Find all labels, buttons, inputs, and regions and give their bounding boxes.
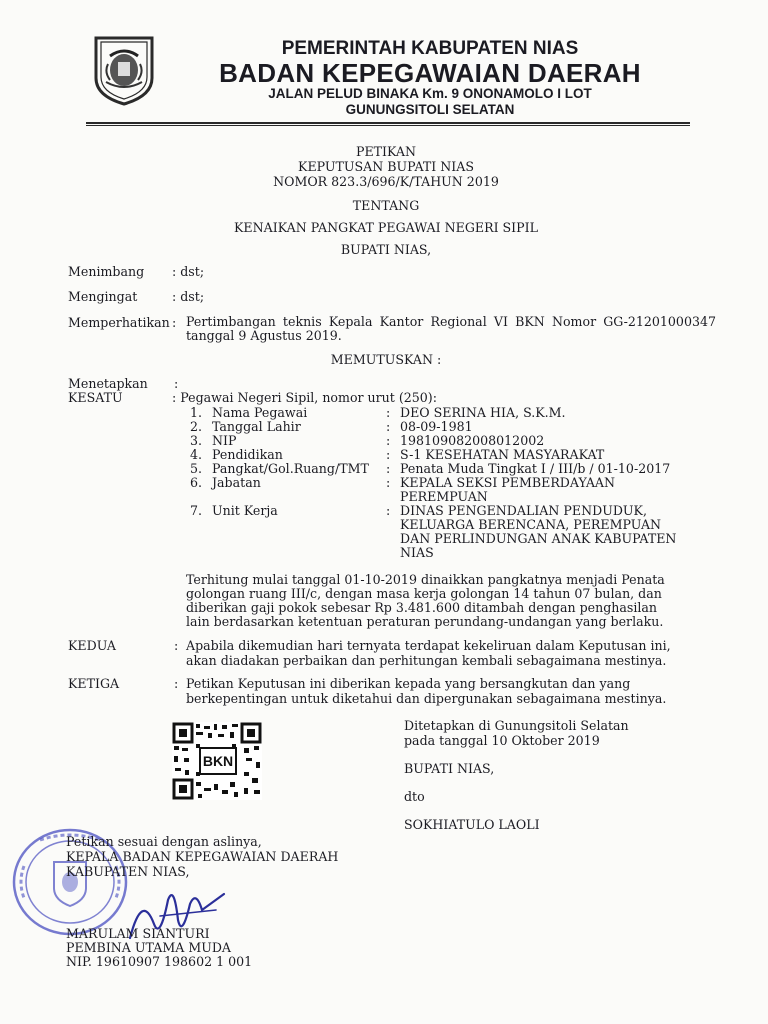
kesatu-intro: : Pegawai Negeri Sipil, nomor urut (250): xyxy=(172,390,437,405)
detail-number: 3. xyxy=(190,433,203,448)
kesatu-paragraph-line: Terhitung mulai tanggal 01-10-2019 dinaikkan pangkatnya menjadi Penata xyxy=(186,572,665,587)
header-address: JALAN PELUD BINAKA Km. 9 ONONAMOLO I LOT xyxy=(268,86,592,101)
menetapkan-colon: : xyxy=(174,376,179,391)
detail-colon: : xyxy=(386,475,391,490)
kesatu-paragraph-line: lain berdasarkan ketentuan peraturan perundang-undangan yang berlaku. xyxy=(186,614,664,629)
menetapkan-label: Menetapkan xyxy=(68,376,148,391)
menimbang-value: : dst; xyxy=(172,264,205,279)
signature-date: pada tanggal 10 Oktober 2019 xyxy=(404,733,600,748)
detail-colon: : xyxy=(386,447,391,462)
detail-colon: : xyxy=(386,461,391,476)
detail-value: Penata Muda Tingkat I / III/b / 01-10-2017 xyxy=(400,461,671,476)
detail-field: Pangkat/Gol.Ruang/TMT xyxy=(212,461,369,476)
detail-number: 6. xyxy=(190,475,203,490)
detail-colon: : xyxy=(386,433,391,448)
doc-title-keputusan: KEPUTUSAN BUPATI NIAS xyxy=(298,159,474,174)
certification-office: KEPALA BADAN KEPEGAWAIAN DAERAH xyxy=(66,849,339,864)
header-divider-thin xyxy=(86,125,690,126)
signature-name: SOKHIATULO LAOLI xyxy=(404,817,540,832)
detail-value: 198109082008012002 xyxy=(400,433,545,448)
kedua-label: KEDUA xyxy=(68,638,117,653)
ketiga-colon: : xyxy=(174,676,179,691)
doc-title-petikan: PETIKAN xyxy=(355,144,417,159)
ketiga-label: KETIGA xyxy=(68,676,120,691)
detail-value-cont: PEREMPUAN xyxy=(400,489,488,504)
detail-field: NIP xyxy=(212,433,237,448)
ketiga-line: berkepentingan untuk diketahui dan dipergunakan sebagaimana mestinya. xyxy=(186,691,667,706)
memperhatikan-value: Pertimbangan teknis Kepala Kantor Regional VI BKN Nomor GG-21201000347 tanggal 9 Agustus 2019. xyxy=(186,314,716,343)
detail-number: 7. xyxy=(190,503,203,518)
kedua-line: akan diadakan perbaikan dan perhitungan kembali sebagaimana mestinya. xyxy=(186,653,667,668)
detail-colon: : xyxy=(386,503,391,518)
header-agency: BADAN KEPEGAWAIAN DAERAH xyxy=(219,58,641,88)
regency-emblem-logo xyxy=(88,32,160,108)
signature-dto: dto xyxy=(404,789,425,804)
mengingat-value: : dst; xyxy=(172,289,205,304)
doc-tentang: TENTANG xyxy=(352,198,420,213)
memutuskan-heading: MEMUTUSKAN : xyxy=(330,352,442,367)
detail-value-cont: KELUARGA BERENCANA, PEREMPUAN xyxy=(400,517,662,532)
memperhatikan-label: Memperhatikan xyxy=(68,315,170,330)
menimbang-label: Menimbang xyxy=(68,264,145,279)
detail-field: Pendidikan xyxy=(212,447,283,462)
detail-value: S-1 KESEHATAN MASYARAKAT xyxy=(400,447,605,462)
detail-value: DEO SERINA HIA, S.K.M. xyxy=(400,405,566,420)
doc-subject: KENAIKAN PANGKAT PEGAWAI NEGERI SIPIL xyxy=(234,220,538,235)
detail-colon: : xyxy=(386,419,391,434)
signature-place: Ditetapkan di Gunungsitoli Selatan xyxy=(404,718,629,733)
mengingat-label: Mengingat xyxy=(68,289,138,304)
certification-note: Petikan sesuai dengan aslinya, xyxy=(66,834,262,849)
doc-number: NOMOR 823.3/696/K/TAHUN 2019 xyxy=(273,174,499,189)
detail-value-cont: DAN PERLINDUNGAN ANAK KABUPATEN xyxy=(400,531,677,546)
header-divider xyxy=(86,122,690,124)
detail-value: DINAS PENGENDALIAN PENDUDUK, xyxy=(400,503,647,518)
certification-name: MARULAM SIANTURI xyxy=(66,926,210,941)
detail-number: 1. xyxy=(190,405,203,420)
kedua-line: Apabila dikemudian hari ternyata terdapat kekeliruan dalam Keputusan ini, xyxy=(186,638,671,653)
detail-value: KEPALA SEKSI PEMBERDAYAAN xyxy=(400,475,616,490)
detail-field: Unit Kerja xyxy=(212,503,278,518)
kedua-colon: : xyxy=(174,638,179,653)
kesatu-paragraph-line: diberikan gaji pokok sebesar Rp 3.481.600 ditambah dengan penghasilan xyxy=(186,600,658,615)
detail-field: Nama Pegawai xyxy=(212,405,308,420)
ketiga-line: Petikan Keputusan ini diberikan kepada yang bersangkutan dan yang xyxy=(186,676,631,691)
detail-field: Tanggal Lahir xyxy=(212,419,301,434)
header-government: PEMERINTAH KABUPATEN NIAS xyxy=(281,38,579,59)
signature-office: BUPATI NIAS, xyxy=(404,761,495,776)
doc-issuer: BUPATI NIAS, xyxy=(340,242,432,257)
certification-rank: PEMBINA UTAMA MUDA xyxy=(66,940,232,955)
kesatu-label: KESATU xyxy=(68,390,123,405)
detail-number: 4. xyxy=(190,447,203,462)
detail-value-cont: NIAS xyxy=(400,545,434,560)
memperhatikan-colon: : xyxy=(172,315,177,330)
detail-value: 08-09-1981 xyxy=(400,419,473,434)
detail-field: Jabatan xyxy=(212,475,261,490)
kesatu-paragraph-line: golongan ruang III/c, dengan masa kerja golongan 14 tahun 07 bulan, dan xyxy=(186,586,662,601)
certification-nip: NIP. 19610907 198602 1 001 xyxy=(66,954,253,969)
detail-colon: : xyxy=(386,405,391,420)
detail-number: 2. xyxy=(190,419,203,434)
certification-regency: KABUPATEN NIAS, xyxy=(66,864,190,879)
header-district: GUNUNGSITOLI SELATAN xyxy=(345,102,515,117)
qr-bkn-badge: BKN xyxy=(202,753,234,769)
detail-number: 5. xyxy=(190,461,203,476)
